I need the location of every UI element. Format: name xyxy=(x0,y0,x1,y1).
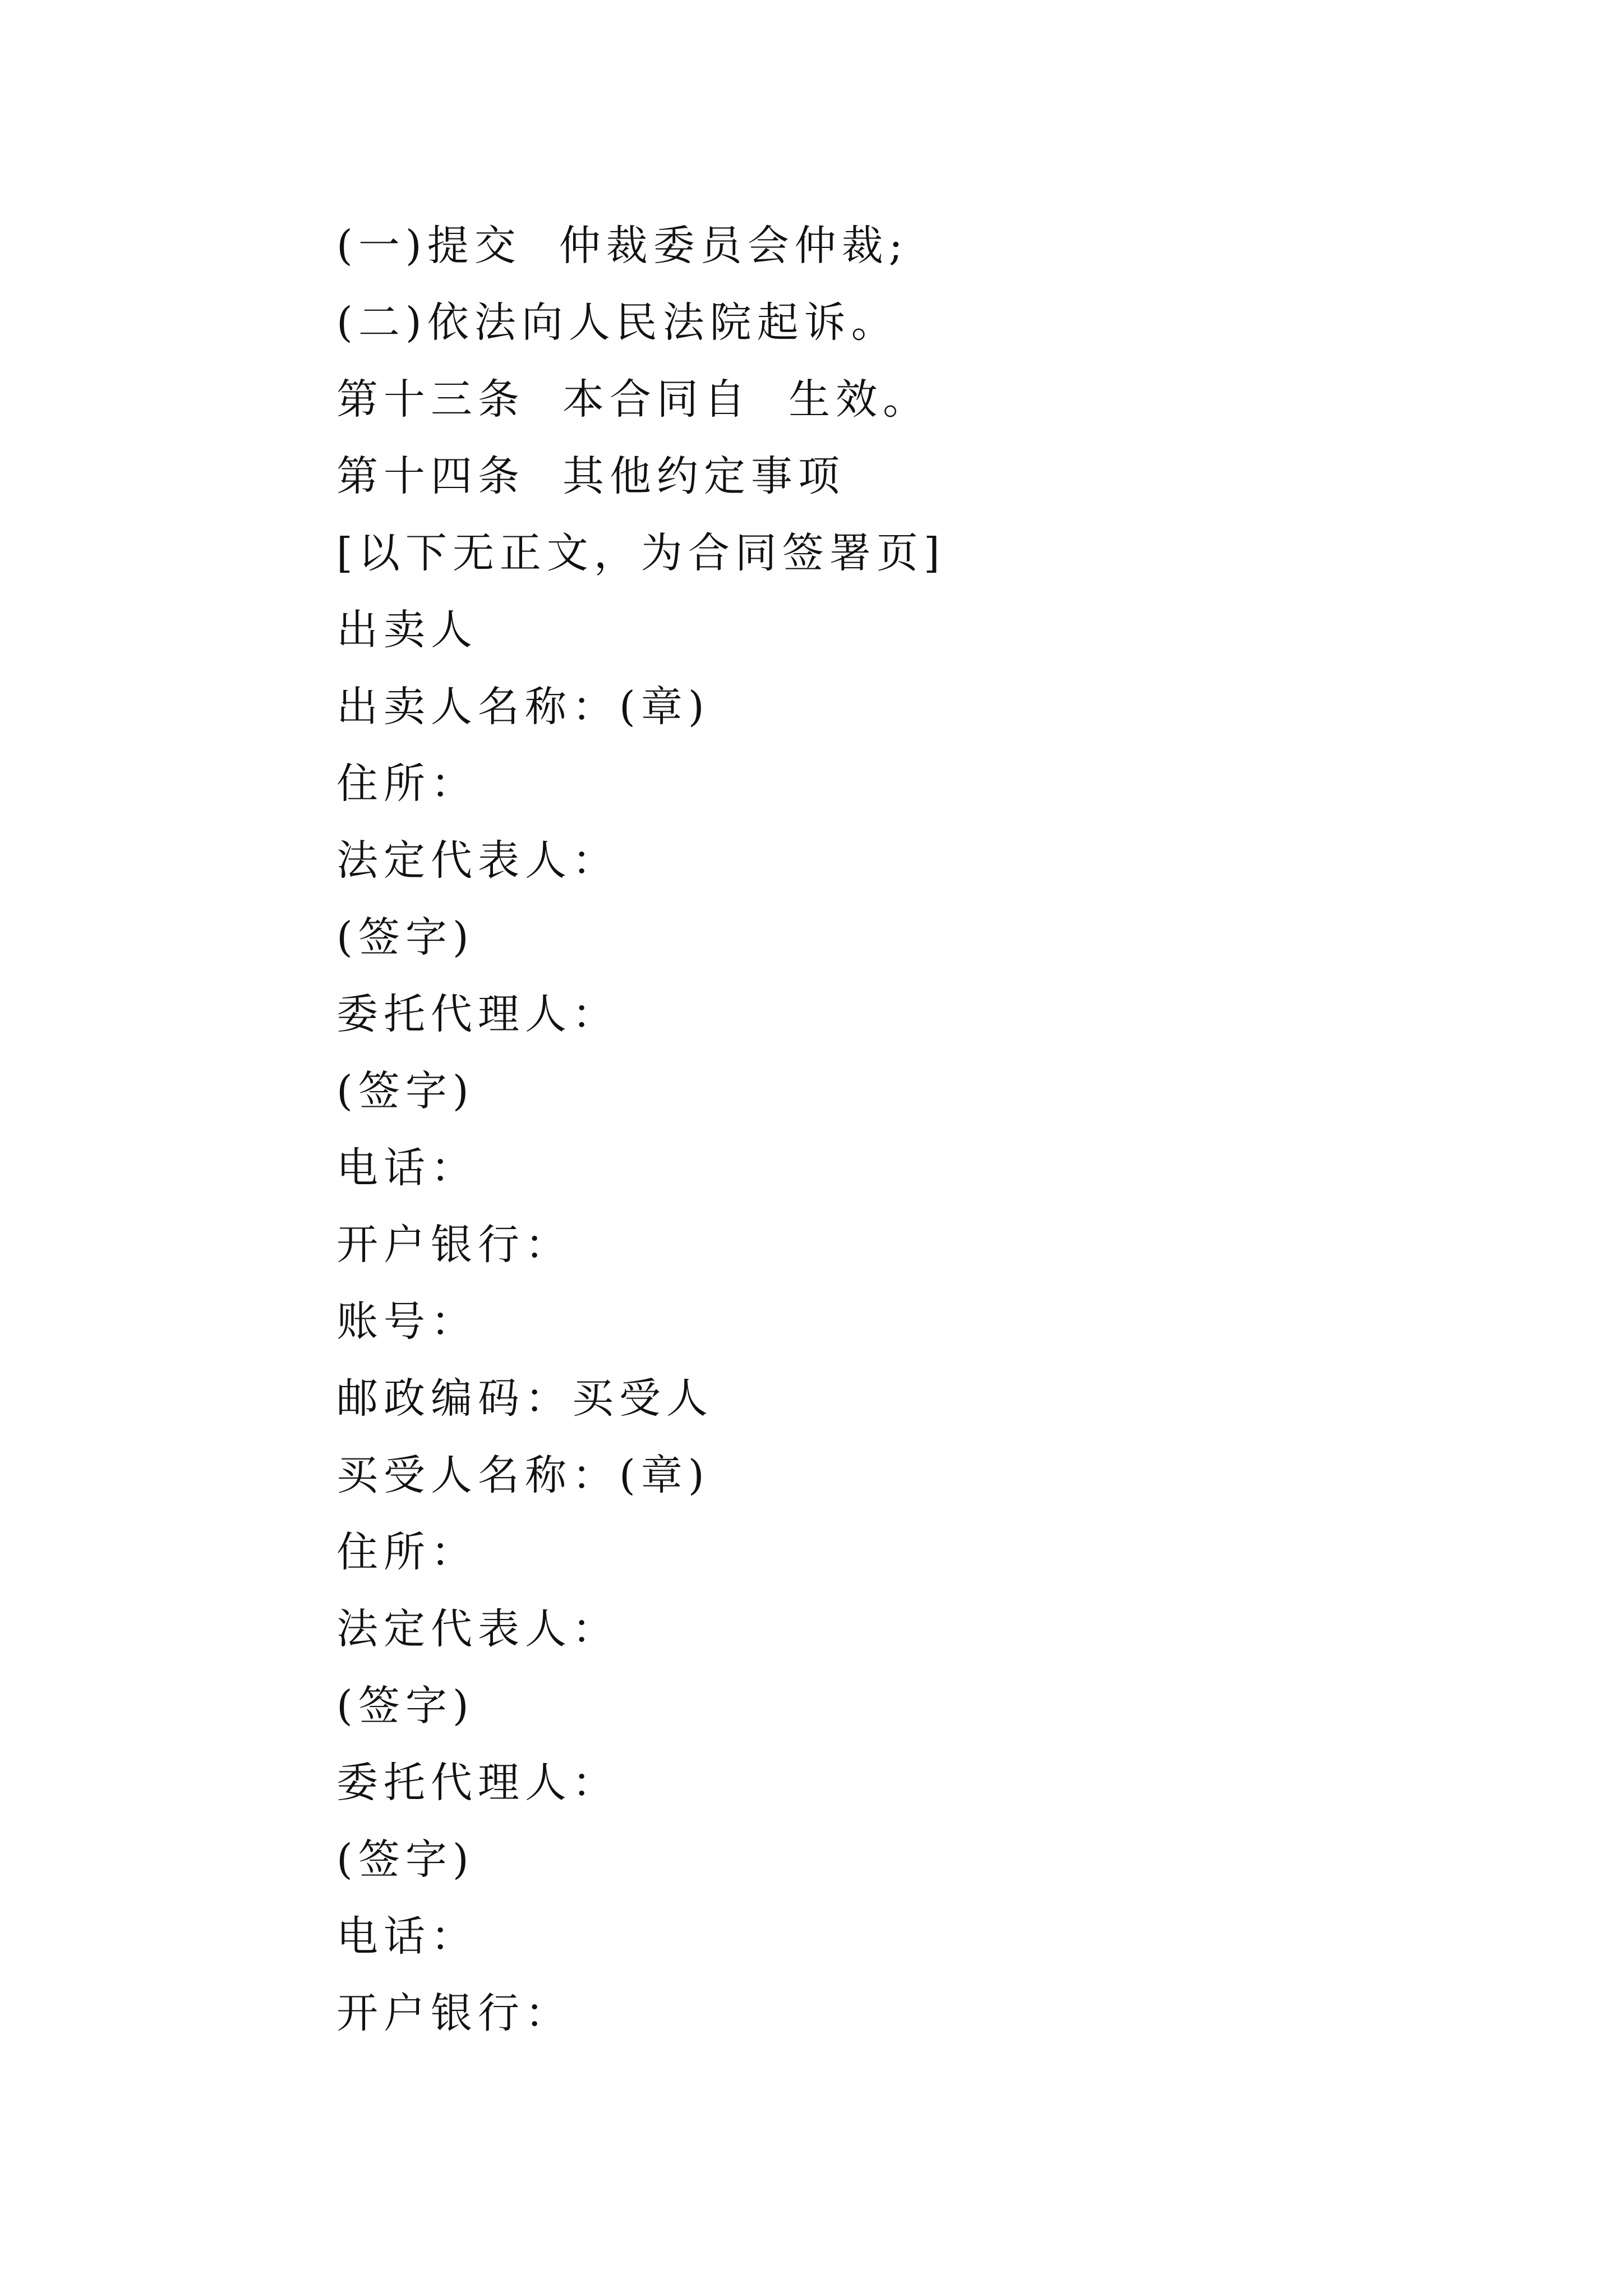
clause-arbitration-option: (一)提交 仲裁委员会仲裁; xyxy=(336,222,909,270)
seller-phone-field: 电话： xyxy=(336,1144,478,1192)
seller-account-field: 账号： xyxy=(336,1297,478,1346)
seller-legal-rep-field: 法定代表人： xyxy=(336,836,619,885)
seller-bank-field: 开户银行： xyxy=(336,1221,572,1269)
seller-agent-field: 委托代理人： xyxy=(336,990,619,1038)
seller-agent-signature: (签字) xyxy=(336,1067,474,1115)
seller-name-field: 出卖人名称：(章) xyxy=(336,683,710,731)
buyer-legal-rep-field: 法定代表人： xyxy=(336,1605,619,1653)
buyer-agent-field: 委托代理人： xyxy=(336,1759,619,1807)
buyer-name-field: 买受人名称：(章) xyxy=(336,1451,710,1499)
seller-address-field: 住所： xyxy=(336,760,478,808)
buyer-bank-field: 开户银行： xyxy=(336,1989,572,2037)
article-13-effective-date: 第十三条 本合同自 生效。 xyxy=(336,375,930,424)
buyer-legal-rep-signature: (签字) xyxy=(336,1682,474,1730)
article-14-other-matters: 第十四条 其他约定事项 xyxy=(336,452,846,500)
buyer-phone-field: 电话： xyxy=(336,1912,478,1961)
seller-heading: 出卖人 xyxy=(336,606,478,654)
clause-litigation-option: (二)依法向人民法院起诉。 xyxy=(336,298,898,347)
seller-postcode-buyer-heading: 邮政编码：买受人 xyxy=(336,1374,713,1423)
contract-text-body xyxy=(336,208,1458,2052)
seller-legal-rep-signature: (签字) xyxy=(336,913,474,961)
signature-page-note: [以下无正文，为合同签署页] xyxy=(336,529,946,577)
buyer-agent-signature: (签字) xyxy=(336,1835,474,1884)
buyer-address-field: 住所： xyxy=(336,1528,478,1576)
